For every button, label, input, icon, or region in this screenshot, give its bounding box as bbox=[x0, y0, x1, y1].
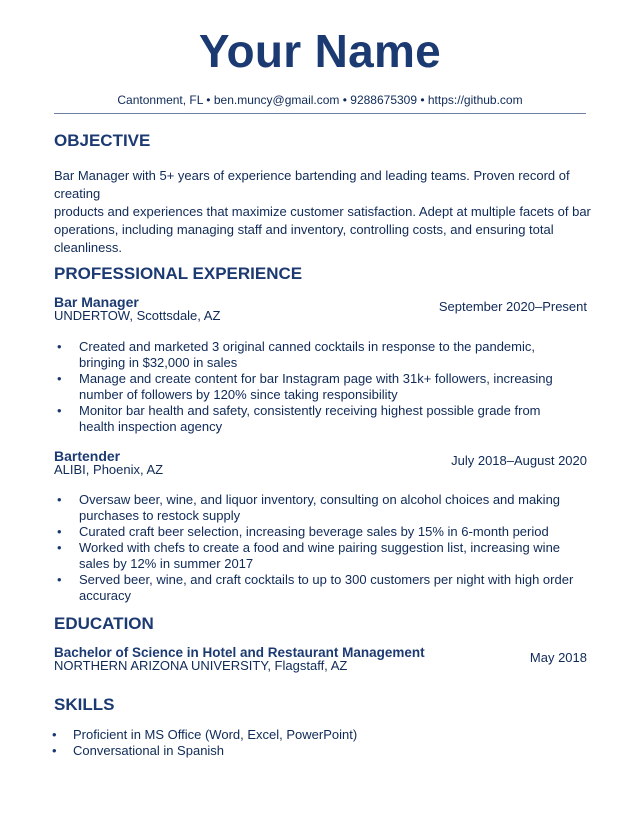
job-employer: ALIBI, Phoenix, AZ bbox=[54, 462, 164, 477]
objective-text bbox=[54, 167, 594, 257]
skills-list bbox=[54, 727, 574, 759]
objective-line: cleanliness. bbox=[54, 240, 122, 255]
job-bullets bbox=[54, 492, 574, 604]
school-name: NORTHERN ARIZONA UNIVERSITY, Flagstaff, AZ bbox=[54, 658, 348, 673]
header-divider bbox=[54, 113, 586, 114]
graduation-date: May 2018 bbox=[529, 650, 587, 665]
list-item: • Served beer, wine, and craft cocktails to up to 300 customers per night with high order accuracy bbox=[54, 572, 574, 604]
list-item: • Worked with chefs to create a food and wine pairing suggestion list, increasing wine sales by 12% in summer 2017 bbox=[54, 540, 574, 572]
list-item: • Proficient in MS Office (Word, Excel, PowerPoint) bbox=[54, 727, 574, 743]
list-item: • Oversaw beer, wine, and liquor inventory, consulting on alcohol choices and making purchases to restock supply bbox=[54, 492, 574, 524]
objective-line: Bar Manager with 5+ years of experience bartending and leading teams. Proven record of creating bbox=[54, 168, 570, 201]
resume-name: Your Name bbox=[198, 25, 442, 77]
job-employer: UNDERTOW, Scottsdale, AZ bbox=[54, 308, 221, 323]
job-dates: July 2018–August 2020 bbox=[451, 453, 587, 468]
list-item: • Conversational in Spanish bbox=[54, 743, 574, 759]
list-item: • Manage and create content for bar Instagram page with 31k+ followers, increasing number of followers by 120% since taking responsibility bbox=[54, 371, 574, 403]
skills-heading: SKILLS bbox=[54, 695, 115, 714]
objective-line: products and experiences that maximize customer satisfaction. Adept at multiple facets of bar bbox=[54, 204, 591, 219]
experience-heading: PROFESSIONAL EXPERIENCE bbox=[54, 264, 303, 283]
job-title: Bartender bbox=[54, 448, 121, 464]
list-item: • Created and marketed 3 original canned cocktails in response to the pandemic, bringing in $32,000 in sales bbox=[54, 339, 574, 371]
job-dates: September 2020–Present bbox=[438, 299, 587, 314]
job-bullets bbox=[54, 339, 574, 435]
degree-title: Bachelor of Science in Hotel and Restaurant Management bbox=[54, 645, 425, 660]
job-title: Bar Manager bbox=[54, 294, 139, 310]
education-heading: EDUCATION bbox=[54, 614, 154, 633]
list-item: • Curated craft beer selection, increasing beverage sales by 15% in 6-month period bbox=[54, 524, 574, 540]
contact-line: Cantonment, FL • ben.muncy@gmail.com • 9288675309 • https://github.com bbox=[117, 93, 523, 107]
list-item: • Monitor bar health and safety, consistently receiving highest possible grade from health inspection agency bbox=[54, 403, 574, 435]
objective-heading: OBJECTIVE bbox=[54, 131, 151, 150]
objective-line: operations, including managing staff and inventory, controlling costs, and ensuring total bbox=[54, 222, 554, 237]
